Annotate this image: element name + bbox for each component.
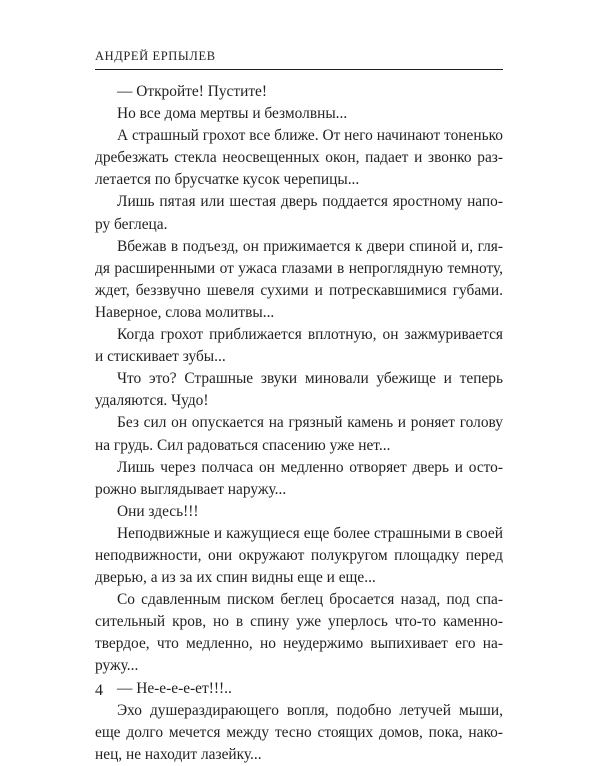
text-line: Что это? Страшные звуки миновали убежище и теперь bbox=[117, 370, 503, 388]
text-line: и стискивает зубы... bbox=[95, 348, 226, 366]
text-line: Но все дома мертвы и безмолвны... bbox=[117, 105, 348, 123]
text-line: Со сдавленным писком беглец бросается назад, под спа- bbox=[117, 591, 503, 609]
body-text bbox=[95, 81, 503, 766]
text-line: ружу... bbox=[95, 657, 139, 675]
text-line: еще долго мечется между тесно стоящих домов, пока, нако- bbox=[95, 723, 503, 741]
text-line: неподвижности, они окружают полукругом площадку перед bbox=[95, 546, 503, 564]
header-rule bbox=[95, 69, 503, 70]
text-line: Вбежав в подъезд, он прижимается к двери спиной и, гля- bbox=[117, 237, 503, 255]
text-line: — Откройте! Пустите! bbox=[117, 83, 267, 100]
text-line: дребезжать стекла неосвещенных окон, падает и звонко раз- bbox=[95, 149, 503, 167]
text-line: удаляются. Чудо! bbox=[95, 392, 209, 410]
text-line: нец, не находит лазейку... bbox=[95, 745, 262, 763]
text-line: летается по брусчатке кусок черепицы... bbox=[95, 171, 360, 189]
text-line: твердое, что медленно, но неудержимо выпихивает его на- bbox=[95, 635, 503, 653]
text-line: Они здесь!!! bbox=[117, 502, 199, 520]
text-line: сительный кров, но в спину уже уперлось что-то каменно- bbox=[95, 613, 503, 631]
text-line: Наверное, слова молитвы... bbox=[95, 303, 275, 321]
text-line: Лишь через полчаса он медленно отворяет дверь и осто- bbox=[117, 458, 503, 476]
text-line: рожно выглядывает наружу... bbox=[95, 480, 287, 498]
text-line: ждет, беззвучно шевеля сухими и потрескавшимися губами. bbox=[95, 281, 503, 299]
text-line: Эхо душераздирающего вопля, подобно летучей мыши, bbox=[117, 701, 503, 719]
text-line: ру беглеца. bbox=[95, 215, 168, 233]
text-line: Когда грохот приближается вплотную, он зажмуривается bbox=[117, 326, 503, 344]
text-line: Неподвижные и кажущиеся еще более страшными в своей bbox=[117, 524, 503, 542]
text-line: дверью, а из за их спин видны еще и еще... bbox=[95, 569, 376, 587]
text-line: — Не-е-е-е-ет!!!.. bbox=[117, 679, 232, 697]
text-line: Без сил он опускается на грязный камень и роняет голову bbox=[117, 414, 503, 432]
text-line: Лишь пятая или шестая дверь поддается яростному напо- bbox=[117, 193, 503, 211]
page-number: 4 bbox=[95, 682, 103, 699]
running-head: АНДРЕЙ ЕРПЫЛЕВ bbox=[95, 49, 216, 63]
text-line: дя расширенными от ужаса глазами в непроглядную темноту, bbox=[95, 259, 503, 277]
text-line: на грудь. Сил радоваться спасению уже нет... bbox=[95, 436, 391, 454]
text-line: А страшный грохот все ближе. От него начинают тоненько bbox=[117, 127, 503, 145]
